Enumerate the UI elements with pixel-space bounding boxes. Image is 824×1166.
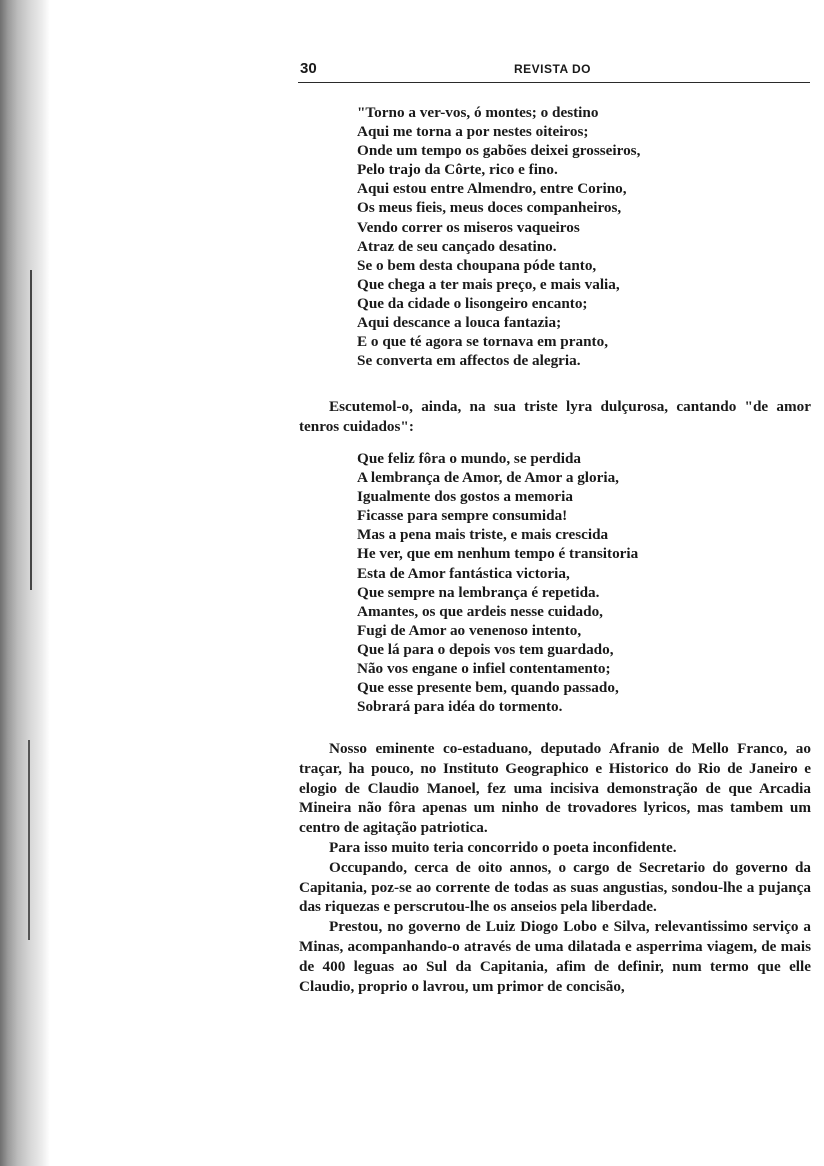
intro-paragraph-block: [299, 397, 811, 437]
binding-edge-mark: [28, 740, 30, 940]
verse-line: Vendo correr os miseros vaqueiros: [357, 218, 580, 236]
verse-line: "Torno a ver-vos, ó montes; o destino: [357, 104, 599, 121]
verse-line: E o que té agora se tornava em pranto,: [357, 333, 608, 351]
verse-line: Que sempre na lembrança é repetida.: [357, 583, 600, 601]
verse-line: He ver, que em nenhum tempo é transitoria: [357, 545, 639, 563]
verse-line: Que lá para o depois vos tem guardado,: [357, 640, 614, 658]
verse-line: Onde um tempo os gabões deixei grosseiros,: [357, 142, 641, 160]
verse-line: Atraz de seu cançado desatino.: [357, 237, 557, 255]
verse-line: Ficasse para sempre consumida!: [357, 507, 568, 525]
verse-line: Que feliz fôra o mundo, se perdida: [357, 450, 582, 467]
running-head: REVISTA DO: [514, 62, 592, 76]
verse-line: Esta de Amor fantástica victoria,: [357, 564, 570, 582]
verse-line: Pelo trajo da Côrte, rico e fino.: [357, 161, 558, 179]
verse-line: Aqui descance a louca fantazia;: [357, 314, 562, 332]
verse-line: Sobrará para idéa do tormento.: [357, 698, 563, 716]
verse-line: Não vos engane o infiel contentamento;: [357, 660, 611, 678]
verse-line: Que chega a ter mais preço, e mais valia,: [357, 275, 620, 293]
verse-line: Aqui me torna a por nestes oiteiros;: [357, 123, 589, 141]
verse-line: Os meus fieis, meus doces companheiros,: [357, 199, 622, 217]
verse-line: Que da cidade o lisongeiro encanto;: [357, 294, 588, 312]
verse-line: A lembrança de Amor, de Amor a gloria,: [357, 469, 619, 487]
verse-line: Amantes, os que ardeis nesse cuidado,: [357, 602, 603, 620]
book-binding-shadow: [0, 0, 50, 1166]
header-rule: [298, 82, 810, 83]
verse-line: Aqui estou entre Almendro, entre Corino,: [357, 180, 627, 198]
verse-line: Mas a pena mais triste, e mais crescida: [357, 526, 609, 544]
page-header: [298, 60, 810, 84]
verse-line: Igualmente dos gostos a memoria: [357, 488, 573, 506]
paragraph: Escutemol-o, ainda, na sua triste lyra dulçurosa, cantando "de amor tenros cuidados":: [299, 398, 811, 435]
sonnet-1: [357, 103, 640, 370]
paragraph: Nosso eminente co-estaduano, deputado Afranio de Mello Franco, ao traçar, ha pouco, no Instituto Geographico e Historico do Rio de Janeiro e elogio de Claudio Manoel, fez uma incisiva demonstração de que Arcadia Mineira não fôra apenas um ninho de trovadores lyricos, mas tambem um centro de agitação patriotica.: [299, 740, 811, 837]
body-text: [299, 739, 811, 996]
page-number: 30: [300, 60, 317, 77]
verse-line: Fugi de Amor ao venenoso intento,: [357, 621, 582, 639]
verse-line: Se o bem desta choupana póde tanto,: [357, 256, 597, 274]
sonnet-2: [357, 449, 638, 716]
paragraph: Occupando, cerca de oito annos, o cargo de Secretario do governo da Capitania, poz-se ao corrente de todas as suas angustias, sondou-lhe a pujança das riquezas e perscrutou-lhe os anseios pela liberdade.: [299, 858, 811, 916]
binding-edge-mark: [30, 270, 32, 590]
verse-line: Se converta em affectos de alegria.: [357, 352, 581, 370]
paragraph: Para isso muito teria concorrido o poeta inconfidente.: [329, 838, 677, 856]
verse-line: Que esse presente bem, quando passado,: [357, 679, 619, 697]
paragraph: Prestou, no governo de Luiz Diogo Lobo e Silva, relevantissimo serviço a Minas, acompanhando-o através de uma dilatada e asperrima viagem, de mais de 400 leguas ao Sul da Capitania, afim de definir, num termo que elle Claudio, proprio o lavrou, um primor de concisão,: [299, 918, 811, 995]
